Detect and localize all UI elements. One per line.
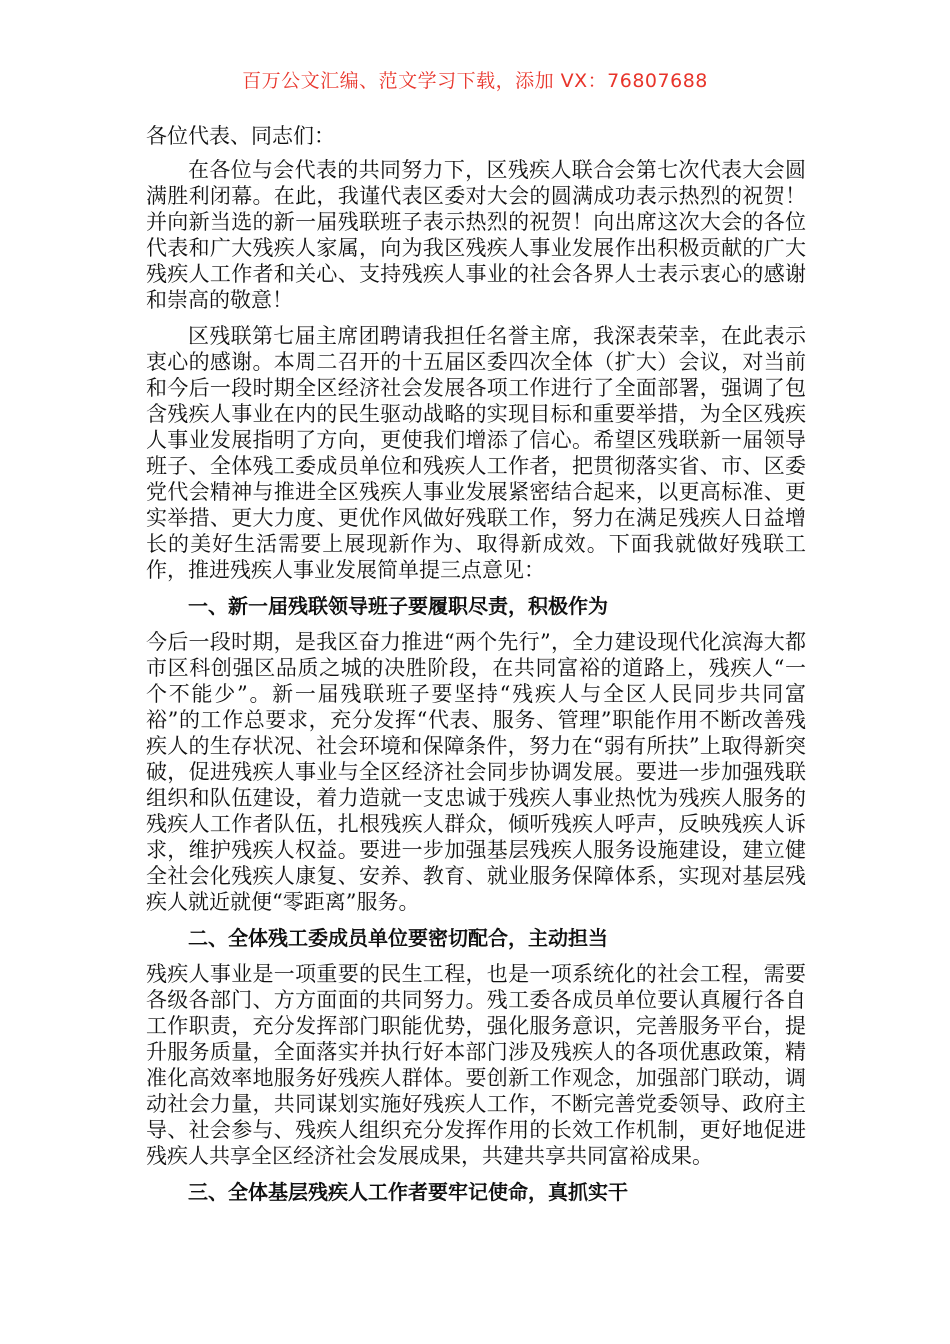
paragraph-section-2: 残疾人事业是一项重要的民生工程，也是一项系统化的社会工程，需要各级各部门、方方面面的共同努力。残工委各成员单位要认真履行各自工作职责，充分发挥部门职能优势，强化服务意识，完善服务平台，提升服务质量，全面落实并执行好本部门涉及残疾人的各项优惠政策，精准化高效率地服务好残疾人群体。要创新工作观念，加强部门联动，调动社会力量，共同谋划实施好残疾人工作，不断完善党委领导、政府主导、社会参与、残疾人组织充分发挥作用的长效工作机制，更好地促进残疾人共享全区经济社会发展成果，共建共享共同富裕成果。 [146, 962, 806, 1168]
section-heading-1: 一、新一届残联领导班子要履职尽责，积极作为 [188, 594, 608, 618]
document-body [146, 123, 806, 1215]
section-heading-2: 二、全体残工委成员单位要密切配合，主动担当 [188, 926, 608, 950]
header-watermark: 百万公文汇编、范文学习下载，添加 VX：76807688 [242, 70, 708, 92]
paragraph-section-1: 今后一段时期，是我区奋力推进“两个先行”，全力建设现代化滨海大都市区科创强区品质之城的决胜阶段，在共同富裕的道路上，残疾人“一个不能少”。新一届残联班子要坚持“残疾人与全区人民同步共同富裕”的工作总要求，充分发挥“代表、服务、管理”职能作用不断改善残疾人的生存状况、社会环境和保障条件，努力在“弱有所扶”上取得新突破，促进残疾人事业与全区经济社会同步协调发展。要进一步加强残联组织和队伍建设，着力造就一支忠诚于残疾人事业热忱为残疾人服务的残疾人工作者队伍，扎根残疾人群众，倾听残疾人呼声，反映残疾人诉求，维护残疾人权益。要进一步加强基层残疾人服务设施建设，建立健全社会化残疾人康复、安养、教育、就业服务保障体系，实现对基层残疾人就近就便“零距离”服务。 [146, 630, 806, 914]
paragraph-intro: 区残联第七届主席团聘请我担任名誉主席，我深表荣幸，在此表示衷心的感谢。本周二召开的十五届区委四次全体（扩大）会议，对当前和今后一段时期全区经济社会发展各项工作进行了全面部署，强调了包含残疾人事业在内的民生驱动战略的实现目标和重要举措，为全区残疾人事业发展指明了方向，更使我们增添了信心。希望区残联新一届领导班子、全体残工委成员单位和残疾人工作者，把贯彻落实省、市、区委党代会精神与推进全区残疾人事业发展紧密结合起来，以更高标准、更实举措、更大力度、更优作风做好残联工作，努力在满足残疾人日益增长的美好生活需要上展现新作为、取得新成效。下面我就做好残联工作，推进残疾人事业发展简单提三点意见： [146, 324, 806, 582]
section-heading-3: 三、全体基层残疾人工作者要牢记使命，真抓实干 [188, 1180, 628, 1204]
paragraph-opening: 在各位与会代表的共同努力下，区残疾人联合会第七次代表大会圆满胜利闭幕。在此，我谨代表区委对大会的圆满成功表示热烈的祝贺！并向新当选的新一届残联班子表示热烈的祝贺！向出席这次大会的各位代表和广大残疾人家属，向为我区残疾人事业发展作出积极贡献的广大残疾人工作者和关心、支持残疾人事业的社会各界人士表示衷心的感谢和崇高的敬意！ [146, 158, 806, 312]
salutation: 各位代表、同志们： [146, 124, 335, 148]
